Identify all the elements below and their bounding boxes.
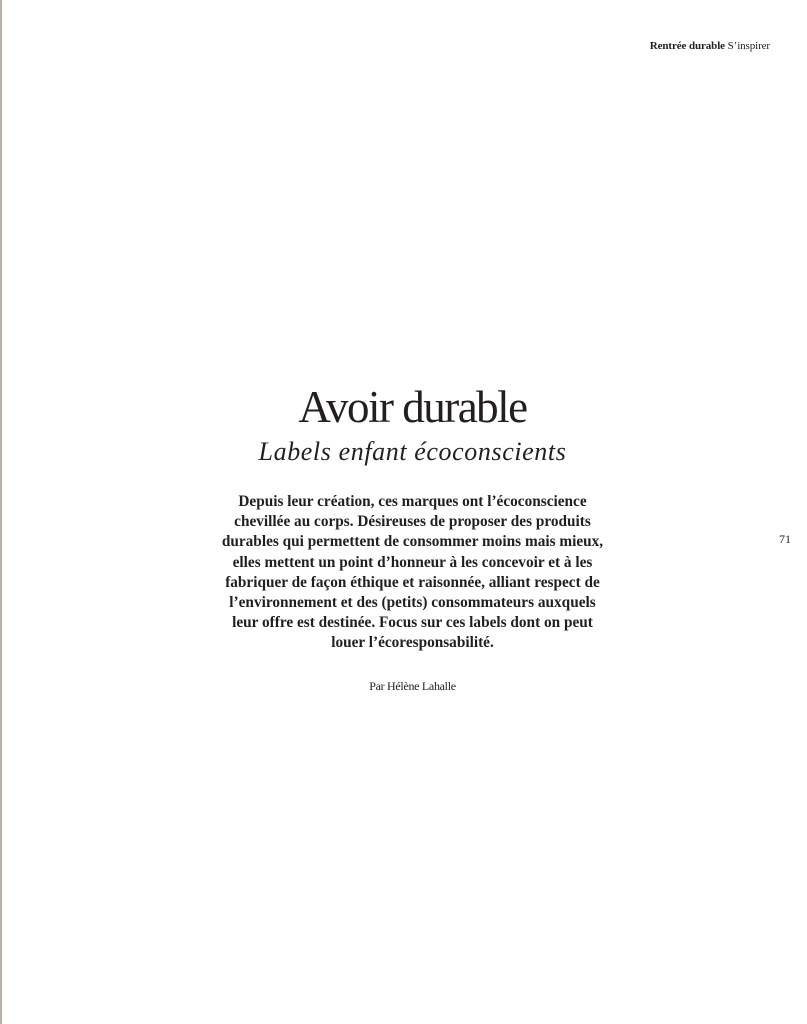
header-section: Rentrée durable (649, 40, 725, 52)
article-byline: Par Hélène Lahalle (369, 678, 456, 693)
intro-line: leur offre est destinée. Focus sur ces labels dont on peut (232, 614, 593, 632)
article-title: Avoir durable (298, 382, 527, 432)
intro-line: chevillée au corps. Désireuses de proposer des produits (234, 513, 591, 531)
running-header (650, 40, 770, 52)
page-spine-line (0, 0, 2, 1024)
intro-line: durables qui permettent de consommer moins mais mieux, (221, 533, 604, 551)
intro-line: l’environnement et des (petits) consommateurs auxquels (229, 594, 596, 612)
page-number: 71 (779, 532, 791, 546)
article-opener (200, 380, 625, 694)
intro-line: Depuis leur création, ces marques ont l’écoconscience (238, 493, 587, 510)
intro-line: fabriquer de façon éthique et raisonnée, alliant respect de (225, 573, 600, 591)
header-subsection: S’inspirer (727, 40, 770, 52)
intro-line: louer l’écoresponsabilité. (331, 634, 494, 652)
intro-line: elles mettent un point d’honneur à les concevoir et à les (232, 553, 593, 571)
article-intro (200, 492, 625, 654)
article-subtitle: Labels enfant écoconscients (258, 437, 567, 466)
